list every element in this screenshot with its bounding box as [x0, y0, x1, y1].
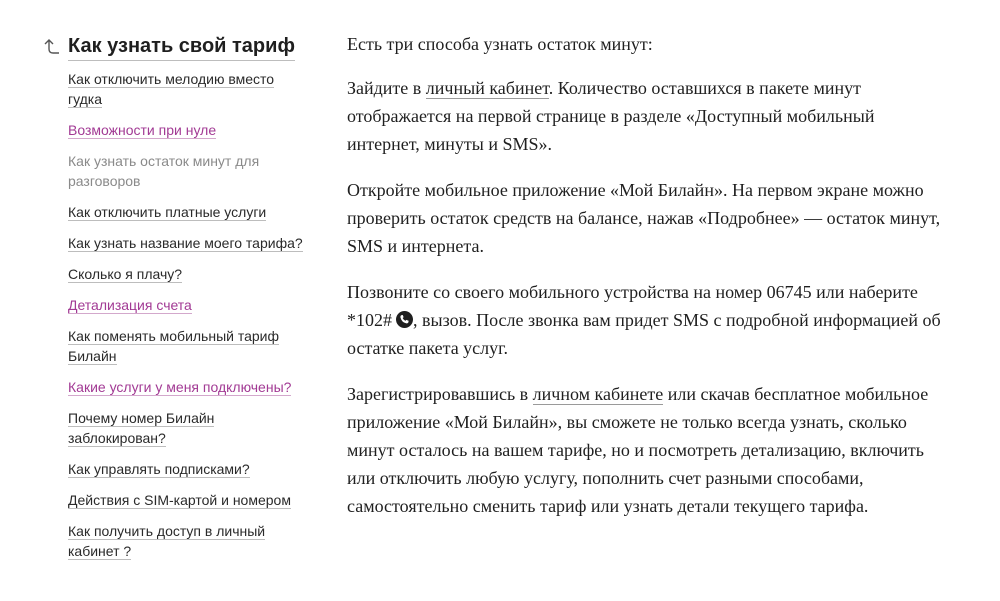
sidebar-item[interactable] — [68, 295, 310, 315]
paragraph-text: Зарегистрировавшись в — [347, 384, 533, 404]
sidebar-item-link[interactable]: Как отключить мелодию вместо гудка — [68, 71, 275, 107]
personal-cabinet-link[interactable]: личный кабинет — [425, 78, 549, 98]
sidebar-item-link[interactable]: Как узнать название моего тарифа? — [68, 235, 303, 251]
sidebar-item[interactable] — [68, 521, 310, 561]
sidebar-item[interactable] — [68, 69, 310, 109]
sidebar-item[interactable] — [68, 202, 310, 222]
sidebar-item[interactable] — [68, 490, 310, 510]
intro-text: Есть три способа узнать остаток минут: — [347, 34, 653, 54]
sidebar-item-current-label: Как узнать остаток минут для разговоров — [68, 153, 260, 189]
paragraph-text: Зайдите в — [347, 78, 426, 98]
paragraph-cabinet — [347, 74, 947, 158]
sidebar-item-link[interactable]: Как получить доступ в личный кабинет ? — [68, 523, 266, 559]
sidebar-item-link[interactable]: Как управлять подписками? — [68, 461, 250, 477]
paragraph-text: , вызов. После звонка вам придет SMS с подробной информацией об остатке пакета услуг. — [347, 310, 941, 358]
sidebar-item-link[interactable]: Какие услуги у меня подключены? — [68, 379, 292, 395]
sidebar-item[interactable] — [68, 408, 310, 448]
phone-call-icon — [396, 311, 413, 328]
sidebar-item-link[interactable]: Возможности при нуле — [68, 122, 217, 138]
sidebar-item[interactable] — [68, 120, 310, 140]
sidebar-item — [68, 151, 310, 191]
article-content — [347, 30, 947, 538]
back-arrow-icon[interactable] — [40, 36, 62, 58]
paragraph-app: Откройте мобильное приложение «Мой Билайн». На первом экране можно проверить остаток средств на балансе, нажав «Подробнее» — остаток минут, SMS и интернета. — [347, 180, 941, 256]
sidebar-item-link[interactable]: Детализация счета — [68, 297, 192, 313]
paragraph-call — [347, 278, 947, 362]
paragraph-text: Позвоните со своего мобильного устройства на номер 06745 или наберите *102# — [347, 282, 918, 330]
sidebar-item-link[interactable]: Действия с SIM-картой и номером — [68, 492, 291, 508]
sidebar-item-link[interactable]: Как отключить платные услуги — [68, 204, 267, 220]
sidebar-item[interactable] — [68, 264, 310, 284]
sidebar-item-link[interactable]: Сколько я плачу? — [68, 266, 183, 282]
sidebar-item[interactable] — [68, 459, 310, 479]
paragraph-text: или скачав бесплатное мобильное приложение «Мой Билайн», вы сможете не только всегда узнать, сколько минут осталось на вашем тарифе, но и посмотреть детализацию, включить или отключить любую услугу, пополнить счет разными способами, самостоятельно сменить тариф или узнать детали текущего тарифа. — [347, 384, 929, 516]
paragraph-text: . Количество оставшихся в пакете минут отображается на первой странице в разделе «Доступный мобильный интернет, минуты и SMS». — [347, 78, 875, 154]
sidebar-item-link[interactable]: Почему номер Билайн заблокирован? — [68, 410, 215, 446]
sidebar-header — [40, 33, 310, 61]
personal-cabinet-link-2[interactable]: личном кабинете — [532, 384, 664, 404]
sidebar-item[interactable] — [68, 377, 310, 397]
sidebar-item-link[interactable]: Как поменять мобильный тариф Билайн — [68, 328, 280, 364]
paragraph-register — [347, 380, 947, 520]
sidebar-item[interactable] — [68, 233, 310, 253]
sidebar-nav — [40, 33, 310, 572]
sidebar-title[interactable]: Как узнать свой тариф — [68, 33, 295, 61]
sidebar-item[interactable] — [68, 326, 310, 366]
sidebar-list — [40, 69, 310, 561]
